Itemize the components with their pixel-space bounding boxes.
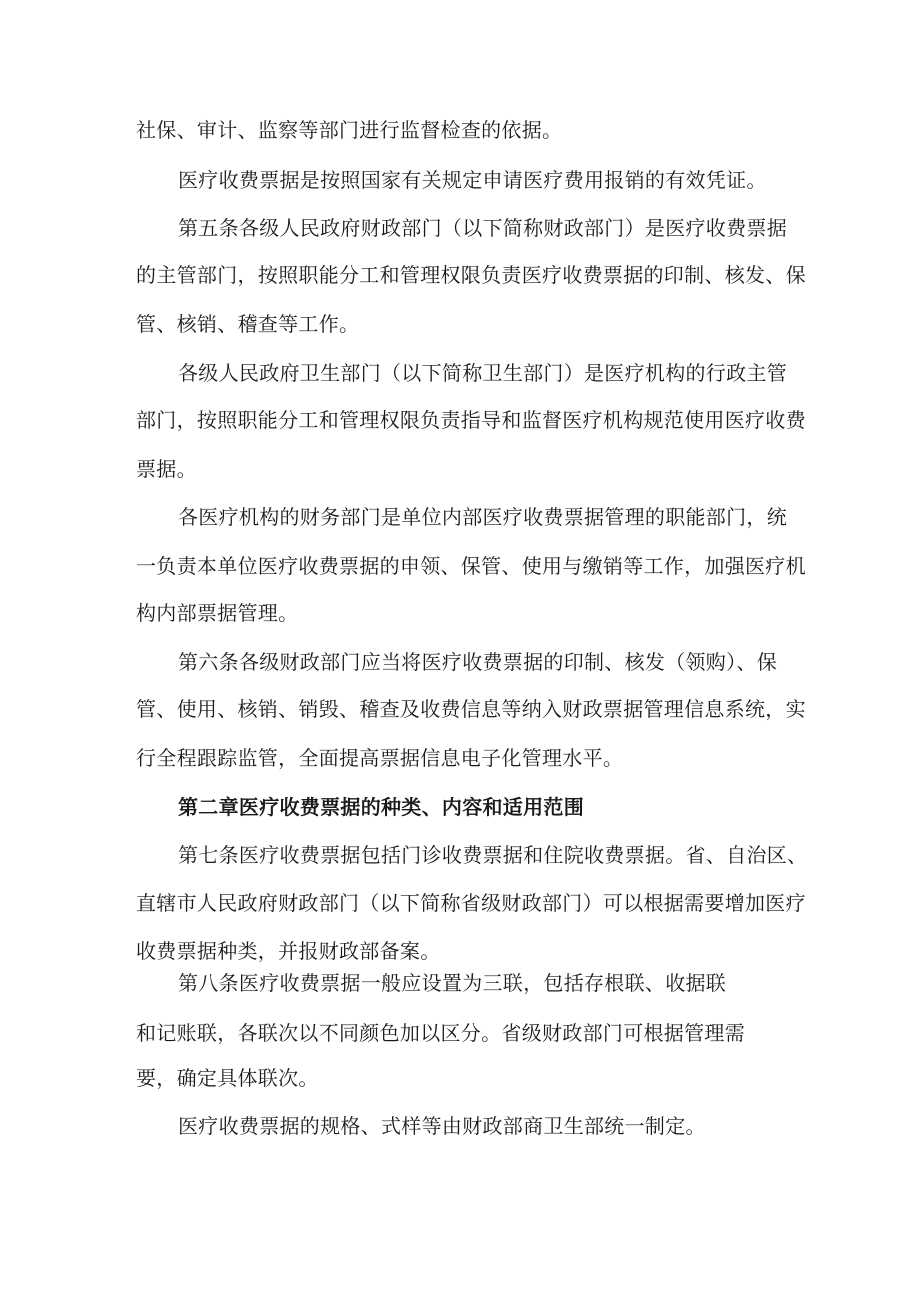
paragraph-line: 一负责本单位医疗收费票据的申领、保管、使用与缴销等工作，加强医疗机 [136, 554, 806, 578]
paragraph-line: 构内部票据管理。 [136, 601, 299, 625]
paragraph-line: 的主管部门，按照职能分工和管理权限负责医疗收费票据的印制、核发、保 [136, 263, 806, 287]
article-8-line: 第八条医疗收费票据一般应设置为三联，包括存根联、收据联 [178, 971, 727, 995]
paragraph-line: 管、使用、核销、销毁、稽查及收费信息等纳入财政票据管理信息系统，实 [136, 697, 806, 721]
article-6-line: 第六条各级财政部门应当将医疗收费票据的印制、核发（领购）、保 [178, 650, 777, 674]
chapter-heading: 第二章医疗收费票据的种类、内容和适用范围 [178, 795, 584, 819]
article-5-line: 第五条各级人民政府财政部门（以下简称财政部门）是医疗收费票据 [178, 216, 787, 240]
paragraph-line: 要，确定具体联次。 [136, 1066, 319, 1090]
paragraph-line: 直辖市人民政府财政部门（以下简称省级财政部门）可以根据需要增加医疗 [136, 891, 806, 915]
paragraph-line: 各医疗机构的财务部门是单位内部医疗收费票据管理的职能部门，统 [178, 505, 787, 529]
paragraph-line: 票据。 [136, 457, 197, 481]
paragraph-line: 管、核销、稽查等工作。 [136, 312, 360, 336]
paragraph-line: 部门，按照职能分工和管理权限负责指导和监督医疗机构规范使用医疗收费 [136, 408, 806, 432]
paragraph-line: 行全程跟踪监管，全面提高票据信息电子化管理水平。 [136, 746, 624, 770]
paragraph-line: 收费票据种类，并报财政部备案。 [136, 939, 441, 963]
paragraph-line: 社保、审计、监察等部门进行监督检查的依据。 [136, 118, 563, 142]
paragraph-line: 各级人民政府卫生部门（以下简称卫生部门）是医疗机构的行政主管 [178, 361, 787, 385]
paragraph-line: 和记账联，各联次以不同颜色加以区分。省级财政部门可根据管理需 [136, 1021, 745, 1045]
paragraph-line: 医疗收费票据是按照国家有关规定申请医疗费用报销的有效凭证。 [178, 168, 767, 192]
paragraph-line: 医疗收费票据的规格、式样等由财政部商卫生部统一制定。 [178, 1114, 706, 1138]
article-7-line: 第七条医疗收费票据包括门诊收费票据和住院收费票据。省、自治区、 [178, 843, 808, 867]
